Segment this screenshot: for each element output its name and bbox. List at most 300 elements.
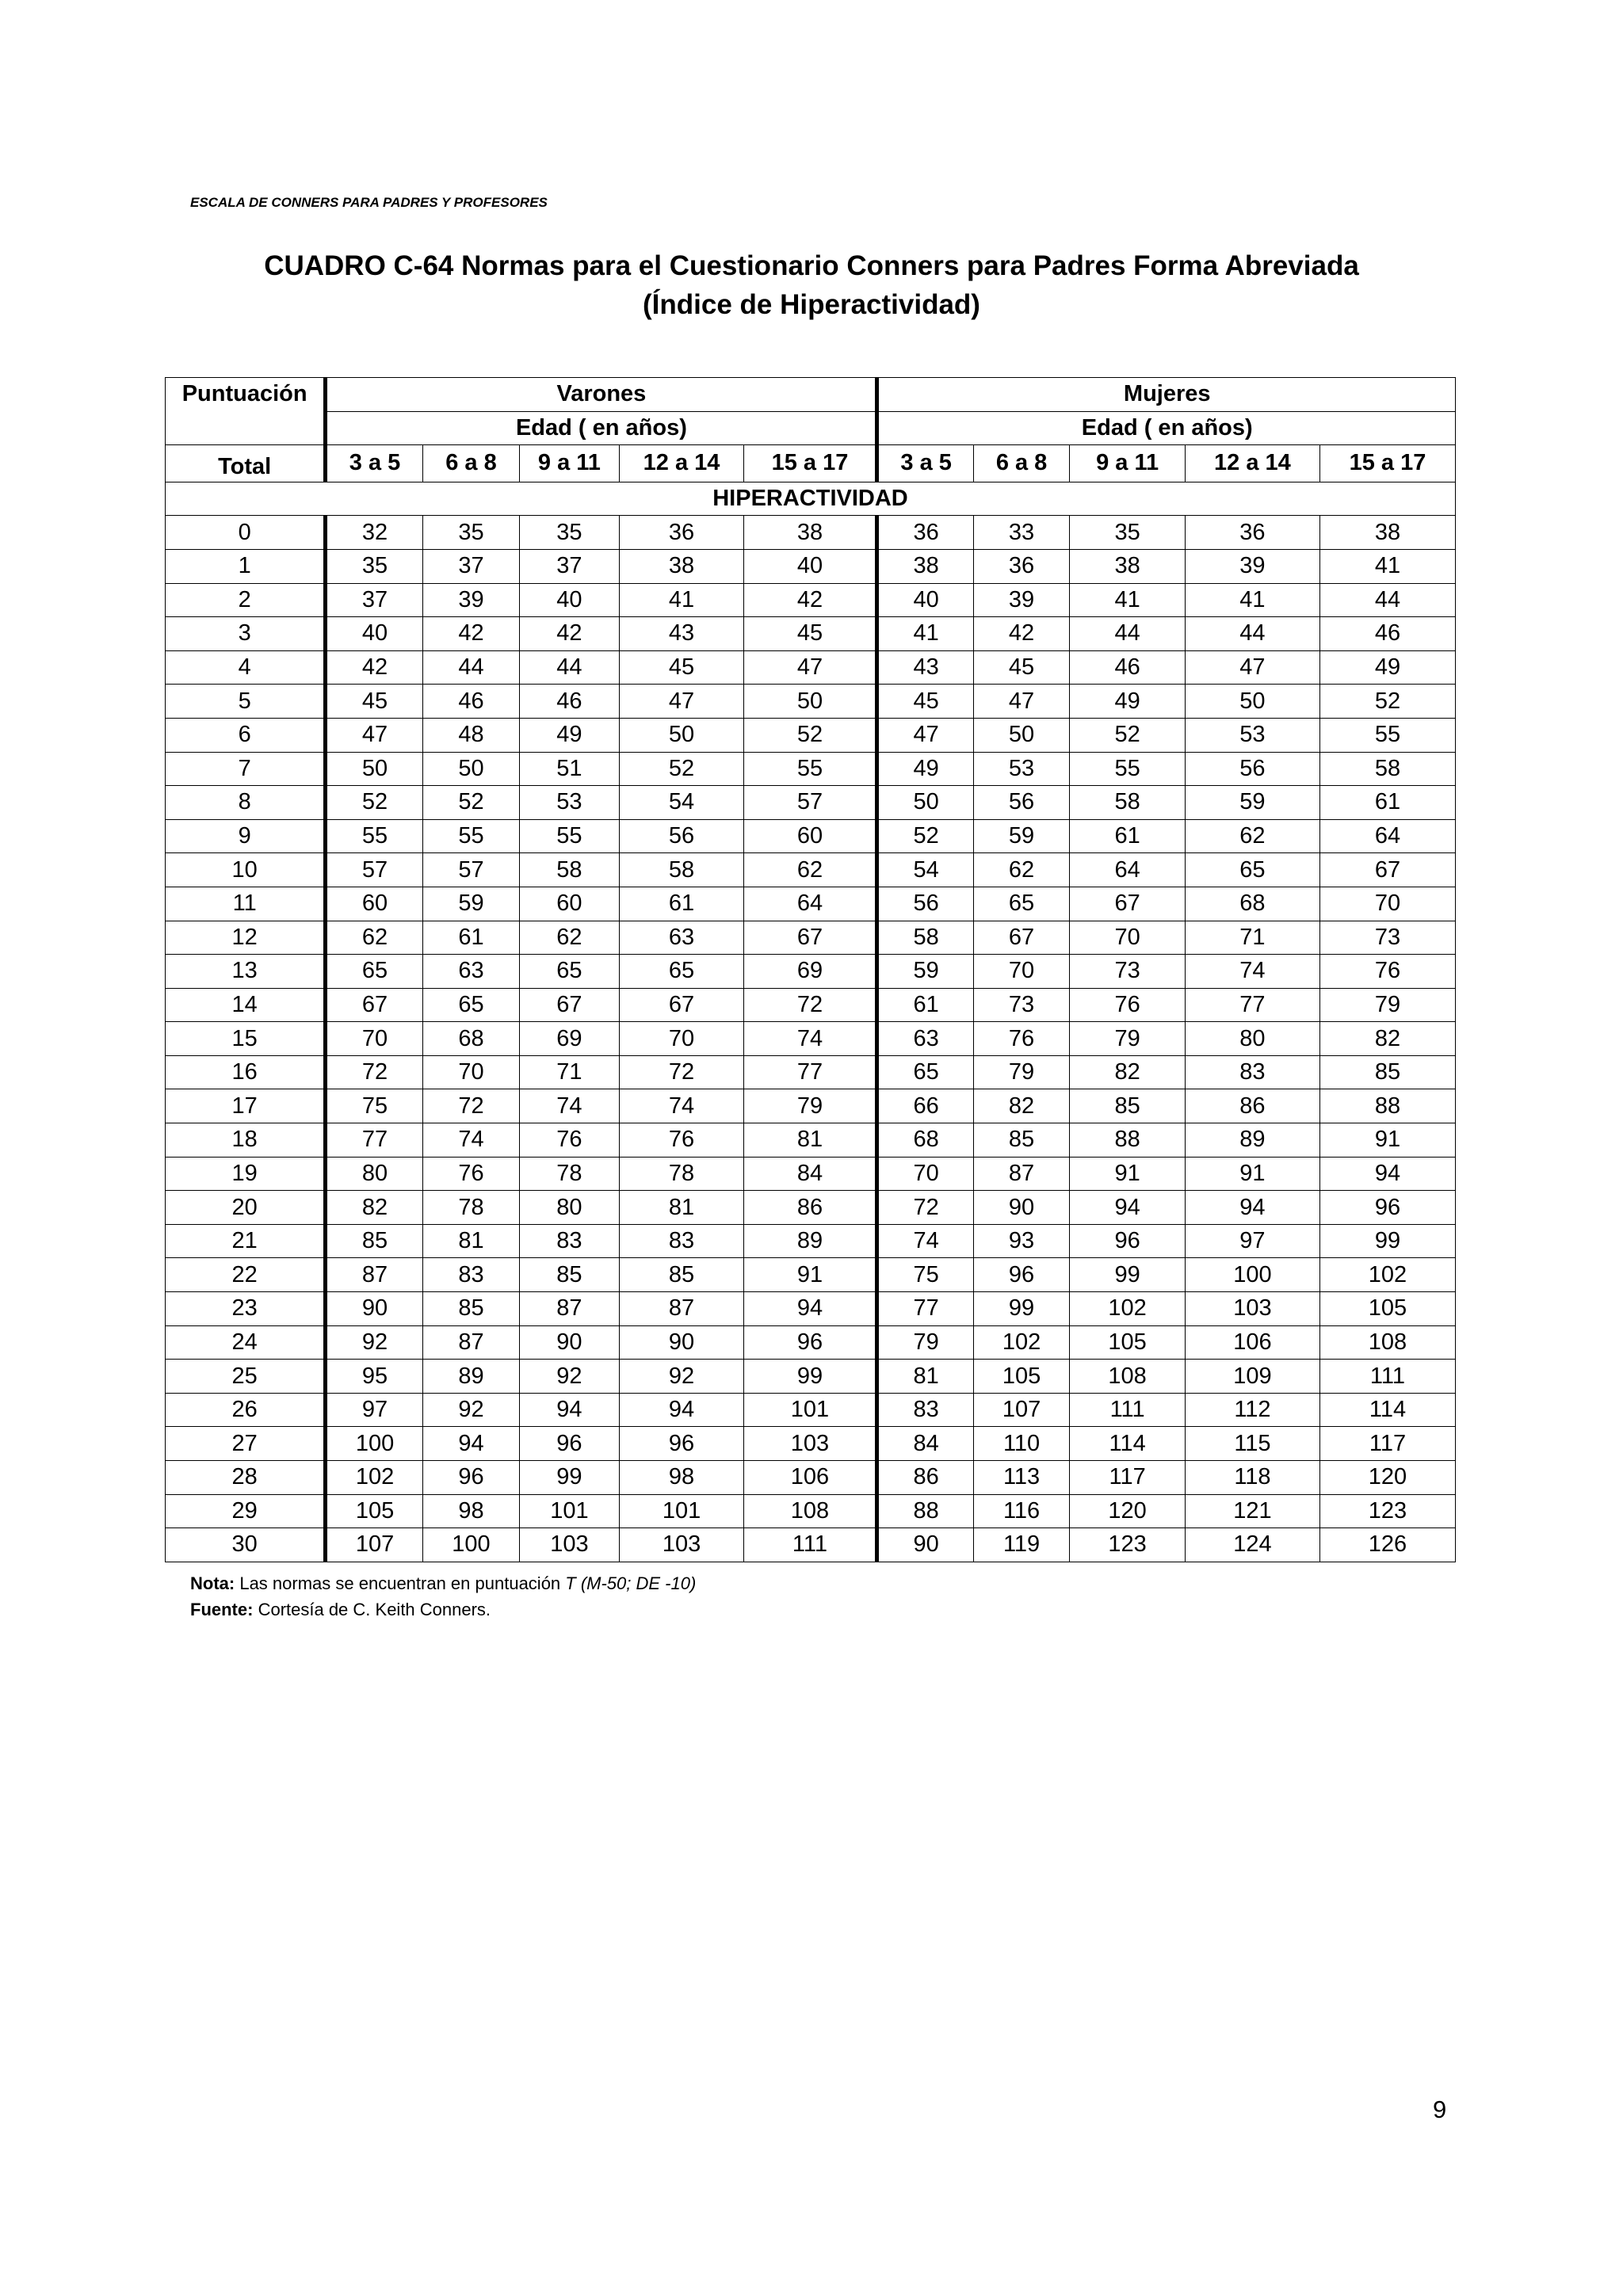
score-cell: 4: [166, 650, 326, 685]
varones-value-cell: 107: [326, 1528, 422, 1562]
mujeres-value-cell: 108: [1319, 1325, 1455, 1360]
varones-value-cell: 75: [326, 1089, 422, 1123]
varones-value-cell: 54: [619, 786, 744, 820]
age-subheader-mujeres: Edad ( en años): [877, 411, 1456, 445]
varones-value-cell: 67: [619, 988, 744, 1022]
varones-value-cell: 60: [520, 887, 619, 921]
varones-value-cell: 101: [520, 1494, 619, 1528]
varones-value-cell: 94: [422, 1427, 519, 1461]
age-col-mujeres-3: 9 a 11: [1070, 445, 1186, 482]
score-cell: 14: [166, 988, 326, 1022]
varones-value-cell: 96: [422, 1461, 519, 1495]
mujeres-value-cell: 50: [973, 718, 1069, 752]
table-row: [166, 1258, 1456, 1292]
table-row: [166, 583, 1456, 617]
table-row: [166, 650, 1456, 685]
score-cell: 13: [166, 955, 326, 989]
mujeres-value-cell: 82: [1319, 1022, 1455, 1056]
mujeres-value-cell: 44: [1070, 617, 1186, 651]
varones-value-cell: 67: [744, 921, 877, 955]
varones-value-cell: 65: [619, 955, 744, 989]
varones-value-cell: 108: [744, 1494, 877, 1528]
table-row: [166, 1292, 1456, 1326]
mujeres-value-cell: 74: [1185, 955, 1319, 989]
source-label: Fuente:: [190, 1600, 254, 1619]
age-col-mujeres-2: 6 a 8: [973, 445, 1069, 482]
table-row: [166, 1089, 1456, 1123]
varones-value-cell: 52: [619, 752, 744, 786]
mujeres-value-cell: 120: [1070, 1494, 1186, 1528]
mujeres-value-cell: 36: [973, 549, 1069, 583]
mujeres-value-cell: 50: [877, 786, 973, 820]
mujeres-value-cell: 77: [877, 1292, 973, 1326]
mujeres-value-cell: 76: [973, 1022, 1069, 1056]
mujeres-value-cell: 113: [973, 1461, 1069, 1495]
mujeres-value-cell: 50: [1185, 685, 1319, 719]
mujeres-value-cell: 59: [973, 819, 1069, 853]
mujeres-value-cell: 119: [973, 1528, 1069, 1562]
mujeres-value-cell: 35: [1070, 516, 1186, 550]
mujeres-value-cell: 117: [1070, 1461, 1186, 1495]
mujeres-value-cell: 41: [1185, 583, 1319, 617]
mujeres-value-cell: 58: [1070, 786, 1186, 820]
varones-value-cell: 44: [422, 650, 519, 685]
table-row: [166, 887, 1456, 921]
age-subheader-row: [166, 411, 1456, 445]
age-col-mujeres-4: 12 a 14: [1185, 445, 1319, 482]
mujeres-value-cell: 36: [1185, 516, 1319, 550]
varones-value-cell: 92: [326, 1325, 422, 1360]
age-subheader-varones: Edad ( en años): [326, 411, 877, 445]
table-row: [166, 819, 1456, 853]
mujeres-value-cell: 73: [1319, 921, 1455, 955]
mujeres-value-cell: 102: [973, 1325, 1069, 1360]
table-subtitle: (Índice de Hiperactividad): [643, 289, 980, 320]
varones-value-cell: 42: [326, 650, 422, 685]
mujeres-value-cell: 105: [1319, 1292, 1455, 1326]
varones-value-cell: 55: [520, 819, 619, 853]
varones-value-cell: 105: [326, 1494, 422, 1528]
varones-value-cell: 96: [520, 1427, 619, 1461]
varones-value-cell: 52: [326, 786, 422, 820]
varones-value-cell: 87: [520, 1292, 619, 1326]
varones-value-cell: 100: [422, 1528, 519, 1562]
varones-value-cell: 65: [422, 988, 519, 1022]
mujeres-value-cell: 40: [877, 583, 973, 617]
mujeres-value-cell: 56: [1185, 752, 1319, 786]
score-cell: 25: [166, 1360, 326, 1394]
varones-value-cell: 61: [619, 887, 744, 921]
varones-value-cell: 106: [744, 1461, 877, 1495]
mujeres-value-cell: 85: [973, 1123, 1069, 1158]
mujeres-value-cell: 44: [1185, 617, 1319, 651]
mujeres-value-cell: 108: [1070, 1360, 1186, 1394]
mujeres-value-cell: 85: [1319, 1055, 1455, 1089]
varones-value-cell: 50: [326, 752, 422, 786]
mujeres-value-cell: 111: [1070, 1393, 1186, 1427]
varones-value-cell: 50: [422, 752, 519, 786]
varones-value-cell: 90: [326, 1292, 422, 1326]
mujeres-value-cell: 112: [1185, 1393, 1319, 1427]
varones-value-cell: 87: [619, 1292, 744, 1326]
note-label: Nota:: [190, 1573, 235, 1593]
varones-value-cell: 83: [422, 1258, 519, 1292]
varones-value-cell: 92: [619, 1360, 744, 1394]
mujeres-value-cell: 61: [1070, 819, 1186, 853]
mujeres-value-cell: 53: [1185, 718, 1319, 752]
varones-value-cell: 62: [744, 853, 877, 887]
norms-table: [165, 377, 1456, 1562]
varones-value-cell: 35: [520, 516, 619, 550]
mujeres-value-cell: 70: [1070, 921, 1186, 955]
running-header: ESCALA DE CONNERS PARA PADRES Y PROFESORES: [190, 195, 548, 210]
mujeres-value-cell: 93: [973, 1224, 1069, 1258]
score-cell: 27: [166, 1427, 326, 1461]
mujeres-value-cell: 123: [1070, 1528, 1186, 1562]
score-cell: 8: [166, 786, 326, 820]
varones-value-cell: 98: [619, 1461, 744, 1495]
mujeres-value-cell: 41: [1070, 583, 1186, 617]
mujeres-value-cell: 81: [877, 1360, 973, 1394]
mujeres-value-cell: 109: [1185, 1360, 1319, 1394]
varones-value-cell: 96: [744, 1325, 877, 1360]
mujeres-value-cell: 62: [1185, 819, 1319, 853]
varones-value-cell: 82: [326, 1191, 422, 1225]
score-cell: 24: [166, 1325, 326, 1360]
varones-value-cell: 70: [619, 1022, 744, 1056]
varones-value-cell: 55: [744, 752, 877, 786]
varones-value-cell: 46: [520, 685, 619, 719]
varones-value-cell: 103: [520, 1528, 619, 1562]
mujeres-value-cell: 91: [1185, 1157, 1319, 1191]
varones-value-cell: 69: [744, 955, 877, 989]
mujeres-value-cell: 79: [1319, 988, 1455, 1022]
group-header-varones: Varones: [326, 378, 877, 412]
mujeres-value-cell: 36: [877, 516, 973, 550]
age-col-varones-1: 3 a 5: [326, 445, 422, 482]
mujeres-value-cell: 39: [973, 583, 1069, 617]
mujeres-value-cell: 73: [1070, 955, 1186, 989]
varones-value-cell: 44: [520, 650, 619, 685]
varones-value-cell: 87: [326, 1258, 422, 1292]
score-cell: 10: [166, 853, 326, 887]
score-cell: 26: [166, 1393, 326, 1427]
score-cell: 3: [166, 617, 326, 651]
mujeres-value-cell: 107: [973, 1393, 1069, 1427]
mujeres-value-cell: 99: [1070, 1258, 1186, 1292]
mujeres-value-cell: 79: [1070, 1022, 1186, 1056]
varones-value-cell: 68: [422, 1022, 519, 1056]
varones-value-cell: 58: [520, 853, 619, 887]
mujeres-value-cell: 61: [877, 988, 973, 1022]
mujeres-value-cell: 103: [1185, 1292, 1319, 1326]
mujeres-value-cell: 55: [1319, 718, 1455, 752]
score-cell: 29: [166, 1494, 326, 1528]
mujeres-value-cell: 88: [1070, 1123, 1186, 1158]
varones-value-cell: 80: [520, 1191, 619, 1225]
varones-value-cell: 59: [422, 887, 519, 921]
varones-value-cell: 32: [326, 516, 422, 550]
mujeres-value-cell: 74: [877, 1224, 973, 1258]
mujeres-value-cell: 102: [1319, 1258, 1455, 1292]
score-cell: 18: [166, 1123, 326, 1158]
varones-value-cell: 63: [619, 921, 744, 955]
varones-value-cell: 72: [326, 1055, 422, 1089]
varones-value-cell: 45: [326, 685, 422, 719]
mujeres-value-cell: 94: [1185, 1191, 1319, 1225]
mujeres-value-cell: 116: [973, 1494, 1069, 1528]
table-row: [166, 921, 1456, 955]
mujeres-value-cell: 124: [1185, 1528, 1319, 1562]
age-col-varones-5: 15 a 17: [744, 445, 877, 482]
mujeres-value-cell: 46: [1070, 650, 1186, 685]
mujeres-value-cell: 100: [1185, 1258, 1319, 1292]
mujeres-value-cell: 91: [1070, 1157, 1186, 1191]
varones-value-cell: 78: [422, 1191, 519, 1225]
varones-value-cell: 97: [326, 1393, 422, 1427]
mujeres-value-cell: 86: [877, 1461, 973, 1495]
varones-value-cell: 84: [744, 1157, 877, 1191]
table-row: [166, 1461, 1456, 1495]
varones-value-cell: 43: [619, 617, 744, 651]
score-cell: 5: [166, 685, 326, 719]
varones-value-cell: 37: [520, 549, 619, 583]
mujeres-value-cell: 121: [1185, 1494, 1319, 1528]
score-cell: 6: [166, 718, 326, 752]
mujeres-value-cell: 68: [1185, 887, 1319, 921]
score-cell: 9: [166, 819, 326, 853]
varones-value-cell: 53: [520, 786, 619, 820]
mujeres-value-cell: 45: [973, 650, 1069, 685]
mujeres-value-cell: 90: [877, 1528, 973, 1562]
varones-value-cell: 63: [422, 955, 519, 989]
varones-value-cell: 74: [422, 1123, 519, 1158]
source-text: Cortesía de C. Keith Conners.: [253, 1600, 491, 1619]
varones-value-cell: 89: [422, 1360, 519, 1394]
table-row: [166, 1427, 1456, 1461]
varones-value-cell: 76: [619, 1123, 744, 1158]
mujeres-value-cell: 62: [973, 853, 1069, 887]
mujeres-value-cell: 83: [1185, 1055, 1319, 1089]
mujeres-value-cell: 56: [973, 786, 1069, 820]
varones-value-cell: 42: [520, 617, 619, 651]
varones-value-cell: 40: [744, 549, 877, 583]
varones-value-cell: 81: [619, 1191, 744, 1225]
score-cell: 19: [166, 1157, 326, 1191]
varones-value-cell: 85: [422, 1292, 519, 1326]
varones-value-cell: 74: [619, 1089, 744, 1123]
varones-value-cell: 111: [744, 1528, 877, 1562]
varones-value-cell: 90: [619, 1325, 744, 1360]
mujeres-value-cell: 56: [877, 887, 973, 921]
varones-value-cell: 65: [520, 955, 619, 989]
varones-value-cell: 99: [744, 1360, 877, 1394]
mujeres-value-cell: 38: [1319, 516, 1455, 550]
mujeres-value-cell: 105: [1070, 1325, 1186, 1360]
mujeres-value-cell: 96: [1070, 1224, 1186, 1258]
table-row: [166, 1022, 1456, 1056]
score-cell: 7: [166, 752, 326, 786]
mujeres-value-cell: 76: [1070, 988, 1186, 1022]
mujeres-value-cell: 88: [877, 1494, 973, 1528]
score-header-top: Puntuación: [166, 378, 326, 445]
table-row: [166, 685, 1456, 719]
varones-value-cell: 69: [520, 1022, 619, 1056]
mujeres-value-cell: 94: [1319, 1157, 1455, 1191]
mujeres-value-cell: 115: [1185, 1427, 1319, 1461]
varones-value-cell: 45: [744, 617, 877, 651]
varones-value-cell: 77: [744, 1055, 877, 1089]
mujeres-value-cell: 120: [1319, 1461, 1455, 1495]
varones-value-cell: 67: [520, 988, 619, 1022]
mujeres-value-cell: 99: [1319, 1224, 1455, 1258]
table-row: [166, 549, 1456, 583]
varones-value-cell: 94: [619, 1393, 744, 1427]
mujeres-value-cell: 70: [1319, 887, 1455, 921]
varones-value-cell: 71: [520, 1055, 619, 1089]
varones-value-cell: 76: [520, 1123, 619, 1158]
note-line: [190, 1573, 696, 1594]
varones-value-cell: 100: [326, 1427, 422, 1461]
varones-value-cell: 95: [326, 1360, 422, 1394]
varones-value-cell: 49: [520, 718, 619, 752]
mujeres-value-cell: 63: [877, 1022, 973, 1056]
mujeres-value-cell: 58: [1319, 752, 1455, 786]
mujeres-value-cell: 43: [877, 650, 973, 685]
note-italic: T (M-50; DE -10): [565, 1573, 697, 1593]
mujeres-value-cell: 65: [877, 1055, 973, 1089]
mujeres-value-cell: 79: [973, 1055, 1069, 1089]
score-cell: 20: [166, 1191, 326, 1225]
age-columns-row: [166, 445, 1456, 482]
mujeres-value-cell: 96: [1319, 1191, 1455, 1225]
varones-value-cell: 92: [422, 1393, 519, 1427]
mujeres-value-cell: 110: [973, 1427, 1069, 1461]
varones-value-cell: 85: [520, 1258, 619, 1292]
varones-value-cell: 42: [744, 583, 877, 617]
mujeres-value-cell: 68: [877, 1123, 973, 1158]
varones-value-cell: 56: [619, 819, 744, 853]
table-row: [166, 786, 1456, 820]
section-label: HIPERACTIVIDAD: [166, 482, 1456, 516]
mujeres-value-cell: 73: [973, 988, 1069, 1022]
varones-value-cell: 91: [744, 1258, 877, 1292]
mujeres-value-cell: 114: [1070, 1427, 1186, 1461]
varones-value-cell: 76: [422, 1157, 519, 1191]
mujeres-value-cell: 77: [1185, 988, 1319, 1022]
varones-value-cell: 74: [520, 1089, 619, 1123]
varones-value-cell: 45: [619, 650, 744, 685]
group-header-mujeres: Mujeres: [877, 378, 1456, 412]
score-cell: 16: [166, 1055, 326, 1089]
varones-value-cell: 60: [326, 887, 422, 921]
mujeres-value-cell: 86: [1185, 1089, 1319, 1123]
mujeres-value-cell: 88: [1319, 1089, 1455, 1123]
varones-value-cell: 37: [422, 549, 519, 583]
varones-value-cell: 96: [619, 1427, 744, 1461]
mujeres-value-cell: 84: [877, 1427, 973, 1461]
mujeres-value-cell: 72: [877, 1191, 973, 1225]
score-cell: 22: [166, 1258, 326, 1292]
mujeres-value-cell: 44: [1319, 583, 1455, 617]
mujeres-value-cell: 54: [877, 853, 973, 887]
table-row: [166, 1157, 1456, 1191]
mujeres-value-cell: 59: [1185, 786, 1319, 820]
page-number: 9: [1433, 2096, 1447, 2123]
mujeres-value-cell: 55: [1070, 752, 1186, 786]
mujeres-value-cell: 39: [1185, 549, 1319, 583]
varones-value-cell: 90: [520, 1325, 619, 1360]
mujeres-value-cell: 102: [1070, 1292, 1186, 1326]
mujeres-value-cell: 87: [973, 1157, 1069, 1191]
mujeres-value-cell: 91: [1319, 1123, 1455, 1158]
varones-value-cell: 58: [619, 853, 744, 887]
varones-value-cell: 98: [422, 1494, 519, 1528]
mujeres-value-cell: 117: [1319, 1427, 1455, 1461]
score-cell: 30: [166, 1528, 326, 1562]
mujeres-value-cell: 64: [1070, 853, 1186, 887]
varones-value-cell: 47: [619, 685, 744, 719]
varones-value-cell: 103: [744, 1427, 877, 1461]
section-row: [166, 482, 1456, 516]
varones-value-cell: 92: [520, 1360, 619, 1394]
mujeres-value-cell: 67: [1070, 887, 1186, 921]
score-cell: 12: [166, 921, 326, 955]
mujeres-value-cell: 123: [1319, 1494, 1455, 1528]
varones-value-cell: 37: [326, 583, 422, 617]
varones-value-cell: 35: [326, 549, 422, 583]
varones-value-cell: 99: [520, 1461, 619, 1495]
mujeres-value-cell: 67: [973, 921, 1069, 955]
varones-value-cell: 57: [422, 853, 519, 887]
table-row: [166, 955, 1456, 989]
mujeres-value-cell: 118: [1185, 1461, 1319, 1495]
mujeres-value-cell: 52: [877, 819, 973, 853]
mujeres-value-cell: 49: [877, 752, 973, 786]
table-row: [166, 617, 1456, 651]
score-cell: 1: [166, 549, 326, 583]
varones-value-cell: 89: [744, 1224, 877, 1258]
varones-value-cell: 85: [326, 1224, 422, 1258]
mujeres-value-cell: 70: [877, 1157, 973, 1191]
mujeres-value-cell: 58: [877, 921, 973, 955]
varones-value-cell: 39: [422, 583, 519, 617]
varones-value-cell: 52: [422, 786, 519, 820]
varones-value-cell: 74: [744, 1022, 877, 1056]
varones-value-cell: 62: [326, 921, 422, 955]
varones-value-cell: 72: [619, 1055, 744, 1089]
mujeres-value-cell: 70: [973, 955, 1069, 989]
varones-value-cell: 85: [619, 1258, 744, 1292]
table-row: [166, 988, 1456, 1022]
mujeres-value-cell: 46: [1319, 617, 1455, 651]
mujeres-value-cell: 42: [973, 617, 1069, 651]
mujeres-value-cell: 126: [1319, 1528, 1455, 1562]
age-col-varones-4: 12 a 14: [619, 445, 744, 482]
mujeres-value-cell: 52: [1070, 718, 1186, 752]
mujeres-value-cell: 89: [1185, 1123, 1319, 1158]
table-row: [166, 1055, 1456, 1089]
table-row: [166, 752, 1456, 786]
varones-value-cell: 83: [520, 1224, 619, 1258]
mujeres-value-cell: 52: [1319, 685, 1455, 719]
table-row: [166, 1393, 1456, 1427]
note-text: Las normas se encuentran en puntuación: [235, 1573, 566, 1593]
mujeres-value-cell: 59: [877, 955, 973, 989]
score-cell: 2: [166, 583, 326, 617]
mujeres-value-cell: 47: [1185, 650, 1319, 685]
varones-value-cell: 55: [326, 819, 422, 853]
